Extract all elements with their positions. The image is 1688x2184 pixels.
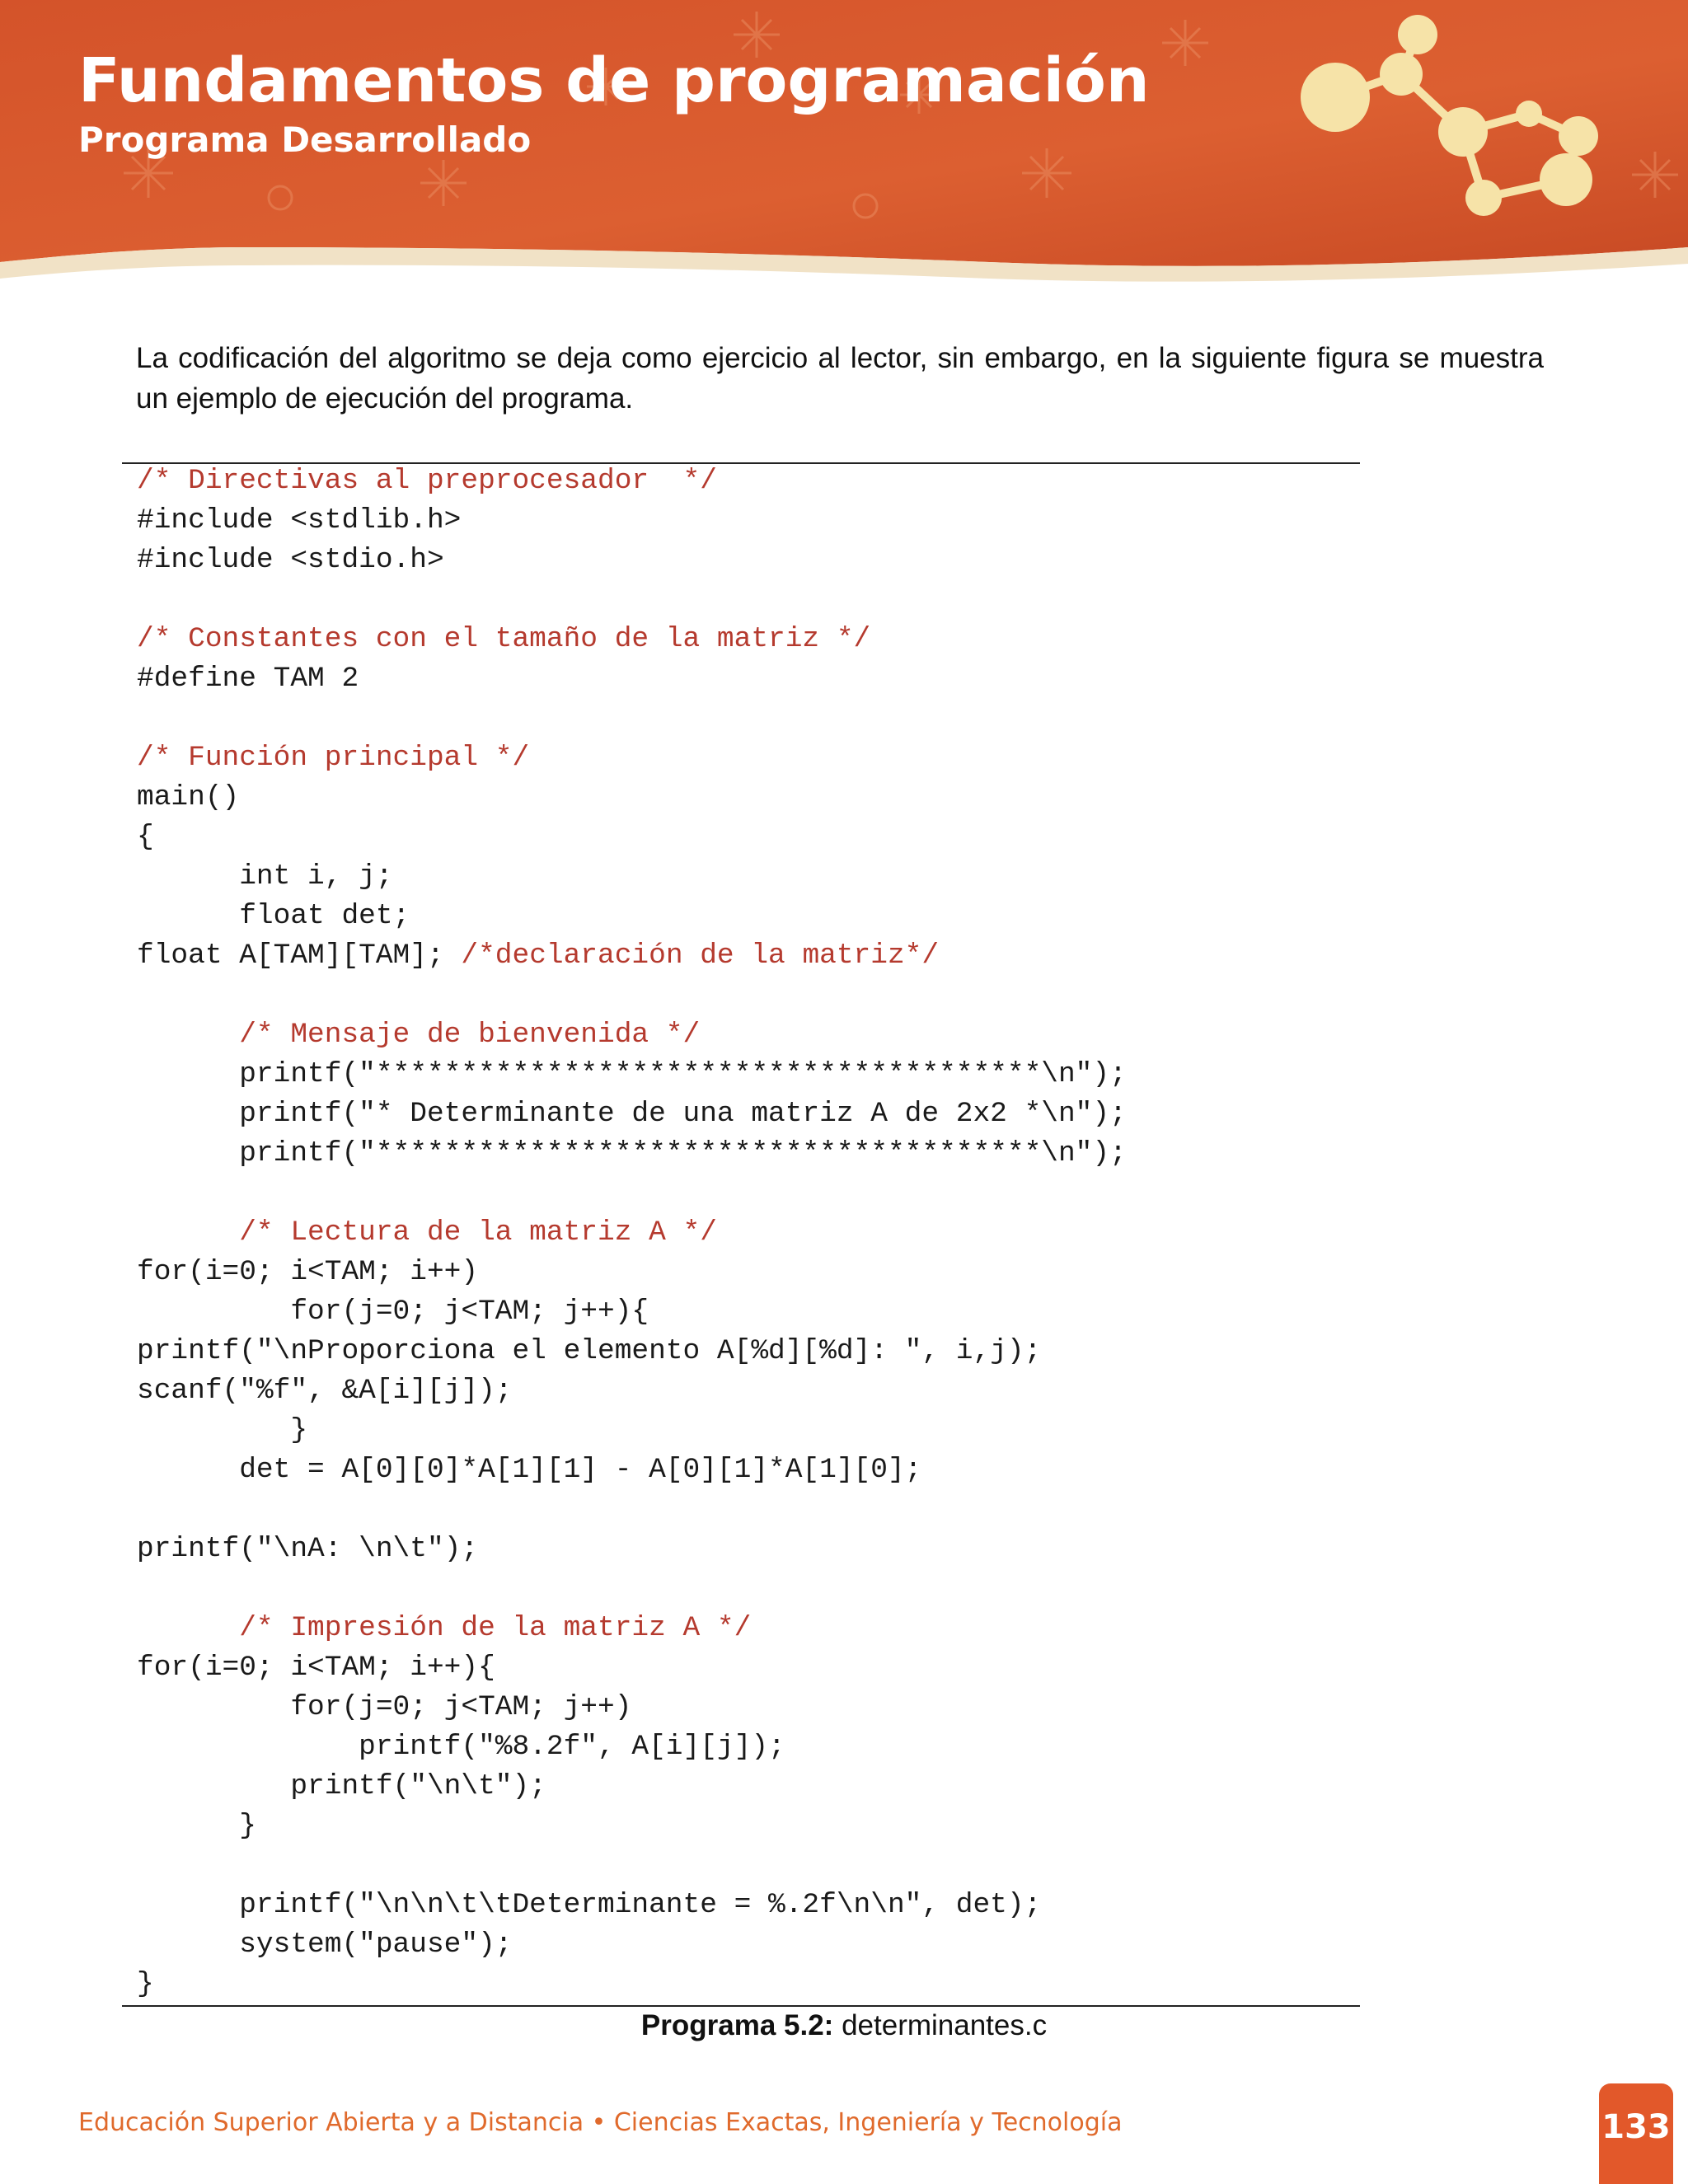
code-text: float det;: [137, 900, 410, 932]
page-title: Fundamentos de programación: [78, 45, 1150, 116]
code-line: [137, 1965, 1127, 2004]
code-comment: /*declaración de la matriz*/: [461, 940, 940, 972]
code-line: [137, 1569, 1127, 1609]
code-text: }: [137, 1414, 308, 1446]
code-line: [137, 1925, 1127, 1965]
code-line: [137, 897, 1127, 936]
code-line: [137, 936, 1127, 976]
code-text: printf("***************************************\n");: [137, 1137, 1127, 1169]
code-text: printf("\n\t");: [137, 1770, 546, 1802]
code-line: [137, 1451, 1127, 1490]
code-text: system("pause");: [137, 1929, 513, 1961]
code-text: }: [137, 1810, 256, 1842]
code-text: for(i=0; i<TAM; i++): [137, 1256, 479, 1288]
code-line: [137, 1134, 1127, 1174]
header-banner: [0, 0, 1688, 297]
code-line: [137, 1094, 1127, 1134]
code-comment: /* Mensaje de bienvenida */: [137, 1019, 701, 1051]
code-text: for(i=0; i<TAM; i++){: [137, 1652, 495, 1684]
code-text: printf("\nProporciona el elemento A[%d][%d]: ", i,j);: [137, 1335, 1042, 1367]
code-line: [137, 659, 1127, 699]
code-text: #define TAM 2: [137, 663, 359, 695]
code-text: main(): [137, 781, 240, 813]
code-line: [137, 1846, 1127, 1886]
page-number: 133: [1601, 2108, 1671, 2146]
code-line: [137, 1727, 1127, 1767]
code-line: [137, 580, 1127, 620]
code-line: [137, 1332, 1127, 1371]
code-line: [137, 778, 1127, 818]
code-line: [137, 1174, 1127, 1213]
code-line: [137, 1371, 1127, 1411]
caption-filename: determinantes.c: [833, 2009, 1048, 2041]
code-line: [137, 1609, 1127, 1648]
code-text: for(j=0; j<TAM; j++){: [137, 1296, 649, 1328]
code-comment: /* Lectura de la matriz A */: [137, 1216, 717, 1249]
code-line: [137, 699, 1127, 738]
code-text: printf("* Determinante de una matriz A de 2x2 *\n");: [137, 1098, 1127, 1130]
code-text: scanf("%f", &A[i][j]);: [137, 1375, 513, 1407]
code-line: [137, 501, 1127, 541]
code-line: [137, 1648, 1127, 1688]
code-line: [137, 1055, 1127, 1094]
code-comment: /* Función principal */: [137, 742, 530, 774]
code-line: [137, 1292, 1127, 1332]
code-line: [137, 1411, 1127, 1451]
page-subtitle: Programa Desarrollado: [78, 120, 532, 160]
code-text: printf("***************************************\n");: [137, 1058, 1127, 1090]
caption-label: Programa 5.2:: [640, 2009, 834, 2041]
code-comment: /* Directivas al preprocesador */: [137, 465, 717, 497]
code-text: printf("\n\n\t\tDeterminante = %.2f\n\n", det);: [137, 1889, 1042, 1921]
code-text: int i, j;: [137, 860, 393, 893]
code-line: [137, 541, 1127, 580]
code-text: float A[TAM][TAM];: [137, 940, 462, 972]
code-text: printf("%8.2f", A[i][j]);: [137, 1731, 785, 1763]
code-text: #include <stdlib.h>: [137, 504, 462, 537]
code-text: }: [137, 1968, 154, 2000]
code-line: [137, 1688, 1127, 1727]
code-line: [137, 462, 1127, 501]
code-line: [137, 1886, 1127, 1925]
code-listing: [137, 462, 1127, 2004]
code-line: [137, 1490, 1127, 1530]
code-comment: /* Constantes con el tamaño de la matriz */: [137, 623, 871, 655]
code-text: {: [137, 821, 154, 853]
code-text: printf("\nA: \n\t");: [137, 1533, 479, 1565]
code-line: [137, 1807, 1127, 1846]
code-line: [137, 1015, 1127, 1055]
intro-paragraph: La codificación del algoritmo se deja como ejercicio al lector, sin embargo, en la siguiente figura se muestra un ejemplo de ejecución del programa.: [136, 342, 1544, 415]
footer-text: Educación Superior Abierta y a Distancia • Ciencias Exactas, Ingeniería y Tecnología: [78, 2108, 1123, 2137]
code-line: [137, 857, 1127, 897]
code-line: [137, 976, 1127, 1015]
code-line: [137, 818, 1127, 857]
code-text: for(j=0; j<TAM; j++): [137, 1691, 632, 1723]
code-caption: [0, 2006, 1688, 2046]
code-text: #include <stdio.h>: [137, 544, 444, 576]
code-text: det = A[0][0]*A[1][1] - A[0][1]*A[1][0];: [137, 1454, 922, 1486]
code-line: [137, 1253, 1127, 1292]
code-comment: /* Impresión de la matriz A */: [137, 1612, 752, 1644]
code-line: [137, 1767, 1127, 1807]
code-line: [137, 738, 1127, 778]
code-line: [137, 1530, 1127, 1569]
code-line: [137, 620, 1127, 659]
code-line: [137, 1213, 1127, 1253]
